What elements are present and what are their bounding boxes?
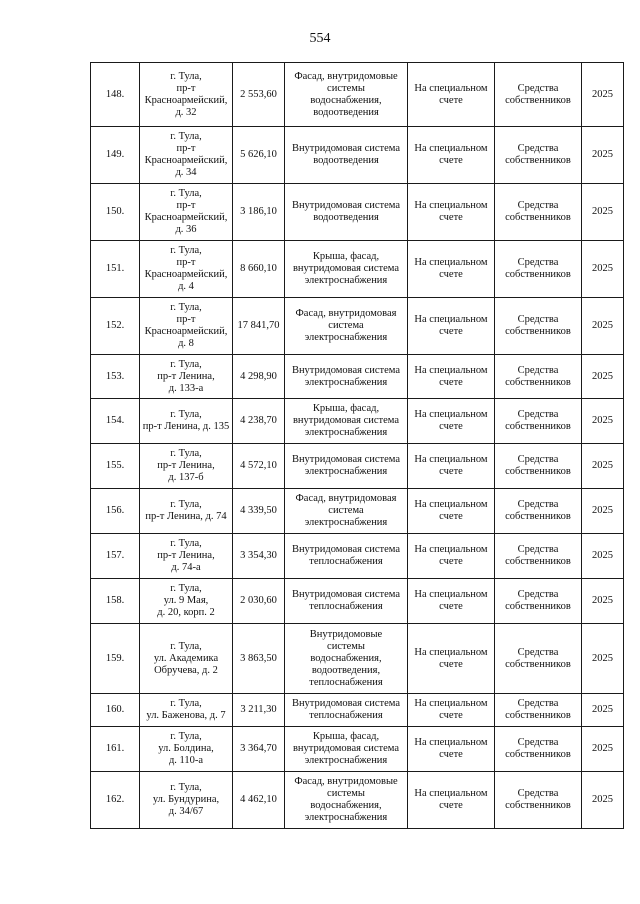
address-cell [140, 489, 233, 534]
address-cell-line: д. 137-б [168, 472, 204, 483]
account-cell-line: счете [439, 658, 463, 670]
works-cell-line: Внутридомовая система [291, 698, 401, 709]
works-cell-line: водоотведения [313, 155, 379, 166]
funding-cell [495, 298, 582, 355]
row-number-cell: 155. [91, 444, 140, 489]
works-cell [285, 534, 408, 579]
account-cell [408, 184, 495, 241]
works-cell-line: электроснабжения [304, 332, 388, 343]
works-cell [285, 772, 408, 829]
address-cell-line: ул. Болдина, [158, 743, 214, 754]
area-cell: 3 364,70 [233, 727, 285, 772]
row-number-cell: 151. [91, 241, 140, 298]
area-cell: 2 553,60 [233, 63, 285, 127]
funding-cell-line: собственников [505, 212, 571, 223]
funding-cell-line: Средства [517, 314, 559, 325]
works-cell-line: система [328, 505, 364, 516]
works-cell-line: Внутридомовая система [291, 589, 401, 600]
table-row [91, 624, 624, 694]
works-cell [285, 399, 408, 444]
table-row [91, 489, 624, 534]
address-cell-line: д. 110-а [168, 755, 204, 766]
address-cell-line: г. Тула, [170, 731, 202, 742]
area-cell: 3 863,50 [233, 624, 285, 694]
address-cell-line: пр-т Ленина, [157, 550, 215, 561]
row-number-cell: 156. [91, 489, 140, 534]
address-cell [140, 624, 233, 694]
funding-cell-line: Средства [517, 646, 559, 658]
account-cell-line: счете [439, 511, 463, 522]
funding-cell-line: Средства [517, 82, 559, 94]
account-cell [408, 624, 495, 694]
address-cell-line: пр-т [176, 82, 196, 94]
funding-cell [495, 489, 582, 534]
works-cell-line: водоотведения, [311, 664, 381, 676]
address-cell [140, 127, 233, 184]
works-cell-line: электроснабжения [304, 275, 388, 286]
works-cell [285, 184, 408, 241]
works-cell [285, 444, 408, 489]
funding-cell-line: собственников [505, 511, 571, 522]
account-cell-line: На специальном [414, 788, 488, 799]
table-body [91, 63, 624, 829]
area-cell: 4 238,70 [233, 399, 285, 444]
row-number-cell: 154. [91, 399, 140, 444]
account-cell-line: счете [439, 710, 463, 721]
funding-cell-line: собственников [505, 269, 571, 280]
account-cell-line: На специальном [414, 200, 488, 211]
works-cell-line: теплоснабжения [309, 676, 383, 688]
address-cell-line: д. 20, корп. 2 [157, 607, 215, 618]
table-row [91, 298, 624, 355]
address-cell [140, 298, 233, 355]
address-cell [140, 184, 233, 241]
address-cell [140, 444, 233, 489]
works-cell-line: Внутридомовая система [291, 200, 401, 211]
account-cell-line: На специальном [414, 454, 488, 465]
funding-cell [495, 444, 582, 489]
account-cell-line: На специальном [414, 544, 488, 555]
address-cell-line: г. Тула, [170, 448, 202, 459]
row-number-cell: 159. [91, 624, 140, 694]
address-cell-line: д. 8 [178, 338, 194, 349]
address-cell [140, 241, 233, 298]
account-cell [408, 63, 495, 127]
funding-cell-line: собственников [505, 376, 571, 388]
works-cell-line: водоснабжения, [310, 800, 382, 811]
year-cell: 2025 [582, 727, 624, 772]
works-cell-line: электроснабжения [304, 466, 388, 477]
account-cell-line: счете [439, 155, 463, 166]
works-cell-line: системы [327, 788, 365, 799]
funding-cell-line: Средства [517, 454, 559, 465]
funding-cell-line: Средства [517, 544, 559, 555]
address-cell-line: д. 34 [175, 167, 197, 178]
funding-cell [495, 63, 582, 127]
works-cell-line: водоотведения [313, 212, 379, 223]
address-cell-line: Красноармейский, [144, 326, 228, 337]
year-cell: 2025 [582, 355, 624, 399]
works-cell [285, 694, 408, 727]
row-number-cell: 158. [91, 579, 140, 624]
works-cell [285, 489, 408, 534]
works-cell-line: внутридомовая система [292, 743, 400, 754]
table-row [91, 727, 624, 772]
address-cell-line: г. Тула, [170, 583, 202, 594]
funding-cell-line: Средства [517, 499, 559, 510]
address-cell-line: г. Тула, [170, 131, 202, 142]
account-cell-line: счете [439, 212, 463, 223]
address-cell-line: Обручева, д. 2 [154, 664, 218, 676]
table-row [91, 184, 624, 241]
address-cell-line: пр-т [176, 314, 196, 325]
works-cell-line: Фасад, внутридомовые [294, 776, 398, 787]
area-cell: 3 186,10 [233, 184, 285, 241]
works-cell-line: электроснабжения [304, 427, 388, 438]
works-cell-line: электроснабжения [304, 517, 388, 528]
account-cell [408, 241, 495, 298]
account-cell [408, 727, 495, 772]
page-number: 554 [309, 31, 331, 46]
works-cell [285, 127, 408, 184]
account-cell-line: На специальном [414, 646, 488, 658]
year-cell: 2025 [582, 127, 624, 184]
address-cell-line: ул. Баженова, д. 7 [146, 710, 226, 721]
works-cell-line: системы [327, 82, 365, 94]
funding-cell-line: Средства [517, 364, 559, 376]
address-cell-line: г. Тула, [170, 409, 202, 420]
funding-cell-line: собственников [505, 421, 571, 432]
works-cell-line: электроснабжения [304, 755, 388, 766]
address-cell-line: г. Тула, [170, 245, 202, 256]
table-row [91, 444, 624, 489]
address-cell-line: г. Тула, [170, 302, 202, 313]
funding-cell [495, 241, 582, 298]
table-row [91, 241, 624, 298]
account-cell [408, 489, 495, 534]
account-cell [408, 694, 495, 727]
year-cell: 2025 [582, 184, 624, 241]
address-cell-line: г. Тула, [170, 782, 202, 793]
funding-cell-line: Средства [517, 788, 559, 799]
account-cell-line: На специальном [414, 698, 488, 709]
row-number-cell: 149. [91, 127, 140, 184]
account-cell [408, 772, 495, 829]
table-row [91, 355, 624, 399]
funding-cell [495, 579, 582, 624]
funding-cell-line: собственников [505, 658, 571, 670]
works-cell [285, 579, 408, 624]
area-cell: 8 660,10 [233, 241, 285, 298]
funding-cell-line: Средства [517, 143, 559, 154]
area-cell: 5 626,10 [233, 127, 285, 184]
address-cell-line: д. 133-а [168, 382, 204, 394]
account-cell-line: На специальном [414, 257, 488, 268]
works-cell-line: электроснабжения [304, 812, 388, 823]
works-cell-line: система [328, 320, 364, 331]
table-row [91, 399, 624, 444]
row-number-cell: 148. [91, 63, 140, 127]
works-cell-line: Внутридомовая система [291, 544, 401, 555]
funding-cell [495, 727, 582, 772]
account-cell-line: счете [439, 601, 463, 612]
year-cell: 2025 [582, 489, 624, 534]
works-cell-line: Фасад, внутридомовые [294, 70, 398, 82]
account-cell-line: счете [439, 376, 463, 388]
year-cell: 2025 [582, 579, 624, 624]
works-cell-line: Внутридомовая система [291, 143, 401, 154]
repair-schedule-table [90, 62, 624, 829]
works-cell-line: Фасад, внутридомовая [295, 493, 397, 504]
row-number-cell: 161. [91, 727, 140, 772]
works-cell-line: Фасад, внутридомовая [295, 308, 397, 319]
row-number-cell: 160. [91, 694, 140, 727]
row-number-cell: 152. [91, 298, 140, 355]
account-cell-line: счете [439, 466, 463, 477]
year-cell: 2025 [582, 63, 624, 127]
table-row [91, 63, 624, 127]
account-cell-line: счете [439, 326, 463, 337]
funding-cell-line: Средства [517, 257, 559, 268]
address-cell [140, 579, 233, 624]
address-cell-line: д. 4 [178, 281, 194, 292]
account-cell [408, 355, 495, 399]
row-number-cell: 162. [91, 772, 140, 829]
funding-cell [495, 772, 582, 829]
funding-cell-line: Средства [517, 698, 559, 709]
table-row [91, 127, 624, 184]
funding-cell-line: Средства [517, 589, 559, 600]
address-cell [140, 63, 233, 127]
address-cell-line: г. Тула, [170, 70, 202, 82]
account-cell-line: На специальном [414, 314, 488, 325]
year-cell: 2025 [582, 772, 624, 829]
year-cell: 2025 [582, 241, 624, 298]
area-cell: 4 572,10 [233, 444, 285, 489]
address-cell-line: ул. Академика [153, 652, 219, 664]
area-cell: 17 841,70 [233, 298, 285, 355]
works-cell-line: теплоснабжения [309, 601, 383, 612]
account-cell-line: На специальном [414, 82, 488, 94]
funding-cell [495, 127, 582, 184]
address-cell-line: д. 36 [175, 224, 197, 235]
row-number-cell: 157. [91, 534, 140, 579]
funding-cell-line: собственников [505, 601, 571, 612]
works-cell [285, 241, 408, 298]
works-cell-line: теплоснабжения [309, 556, 383, 567]
area-cell: 4 298,90 [233, 355, 285, 399]
funding-cell [495, 184, 582, 241]
address-cell-line: ул. 9 Мая, [163, 595, 209, 606]
funding-cell-line: собственников [505, 749, 571, 760]
address-cell [140, 534, 233, 579]
address-cell-line: г. Тула, [170, 640, 202, 652]
table-row [91, 694, 624, 727]
area-cell: 4 339,50 [233, 489, 285, 534]
funding-cell-line: собственников [505, 556, 571, 567]
account-cell-line: На специальном [414, 499, 488, 510]
works-cell-line: Крыша, фасад, [312, 731, 380, 742]
address-cell [140, 727, 233, 772]
area-cell: 2 030,60 [233, 579, 285, 624]
funding-cell [495, 624, 582, 694]
account-cell [408, 399, 495, 444]
account-cell-line: счете [439, 94, 463, 106]
table-row [91, 534, 624, 579]
account-cell-line: На специальном [414, 409, 488, 420]
area-cell: 4 462,10 [233, 772, 285, 829]
works-cell-line: водоотведения [313, 106, 379, 118]
year-cell: 2025 [582, 399, 624, 444]
account-cell-line: На специальном [414, 143, 488, 154]
address-cell [140, 399, 233, 444]
year-cell: 2025 [582, 444, 624, 489]
table-row [91, 772, 624, 829]
address-cell-line: пр-т Ленина, [157, 370, 215, 382]
account-cell-line: счете [439, 749, 463, 760]
account-cell-line: счете [439, 421, 463, 432]
account-cell [408, 534, 495, 579]
year-cell: 2025 [582, 298, 624, 355]
area-cell: 3 354,30 [233, 534, 285, 579]
address-cell-line: г. Тула, [170, 538, 202, 549]
works-cell [285, 727, 408, 772]
funding-cell [495, 694, 582, 727]
works-cell-line: внутридомовая система [292, 415, 400, 426]
funding-cell-line: собственников [505, 326, 571, 337]
funding-cell-line: собственников [505, 155, 571, 166]
address-cell [140, 694, 233, 727]
address-cell-line: Красноармейский, [144, 212, 228, 223]
row-number-cell: 150. [91, 184, 140, 241]
area-cell: 3 211,30 [233, 694, 285, 727]
works-cell-line: электроснабжения [304, 376, 388, 388]
address-cell-line: д. 74-а [171, 562, 201, 573]
address-cell-line: пр-т [176, 200, 196, 211]
address-cell-line: пр-т [176, 143, 196, 154]
address-cell-line: Красноармейский, [144, 94, 228, 106]
works-cell [285, 624, 408, 694]
year-cell: 2025 [582, 534, 624, 579]
table-row [91, 579, 624, 624]
address-cell-line: Красноармейский, [144, 155, 228, 166]
account-cell-line: счете [439, 800, 463, 811]
address-cell-line: г. Тула, [170, 499, 202, 510]
address-cell-line: г. Тула, [170, 358, 202, 370]
row-number-cell: 153. [91, 355, 140, 399]
funding-cell [495, 534, 582, 579]
address-cell-line: д. 32 [175, 106, 197, 118]
funding-cell-line: Средства [517, 737, 559, 748]
address-cell-line: Красноармейский, [144, 269, 228, 280]
account-cell-line: На специальном [414, 589, 488, 600]
account-cell-line: счете [439, 269, 463, 280]
works-cell-line: водоснабжения, [310, 94, 382, 106]
account-cell [408, 444, 495, 489]
funding-cell-line: Средства [517, 409, 559, 420]
funding-cell [495, 355, 582, 399]
works-cell [285, 298, 408, 355]
works-cell-line: Внутридомовая система [291, 454, 401, 465]
works-cell-line: Крыша, фасад, [312, 403, 380, 414]
address-cell-line: пр-т [176, 257, 196, 268]
year-cell: 2025 [582, 624, 624, 694]
funding-cell-line: собственников [505, 710, 571, 721]
address-cell-line: пр-т Ленина, д. 74 [145, 511, 227, 522]
works-cell-line: теплоснабжения [309, 710, 383, 721]
address-cell [140, 355, 233, 399]
works-cell-line: водоснабжения, [310, 652, 382, 664]
funding-cell-line: собственников [505, 800, 571, 811]
account-cell-line: На специальном [414, 364, 488, 376]
works-cell-line: внутридомовая система [292, 263, 400, 274]
works-cell [285, 355, 408, 399]
works-cell [285, 63, 408, 127]
works-cell-line: системы [327, 640, 365, 652]
works-cell-line: Внутридомовая система [291, 364, 401, 376]
works-cell-line: Крыша, фасад, [312, 251, 380, 262]
account-cell [408, 298, 495, 355]
address-cell [140, 772, 233, 829]
funding-cell-line: Средства [517, 200, 559, 211]
funding-cell [495, 399, 582, 444]
address-cell-line: пр-т Ленина, [157, 460, 215, 471]
account-cell [408, 127, 495, 184]
address-cell-line: д. 34/67 [168, 806, 204, 817]
address-cell-line: пр-т Ленина, д. 135 [142, 421, 230, 432]
address-cell-line: г. Тула, [170, 188, 202, 199]
account-cell-line: На специальном [414, 737, 488, 748]
funding-cell-line: собственников [505, 466, 571, 477]
funding-cell-line: собственников [505, 94, 571, 106]
works-cell-line: Внутридомовые [309, 628, 383, 640]
address-cell-line: г. Тула, [170, 698, 202, 709]
account-cell-line: счете [439, 556, 463, 567]
year-cell: 2025 [582, 694, 624, 727]
address-cell-line: ул. Бундурина, [152, 794, 220, 805]
account-cell [408, 579, 495, 624]
